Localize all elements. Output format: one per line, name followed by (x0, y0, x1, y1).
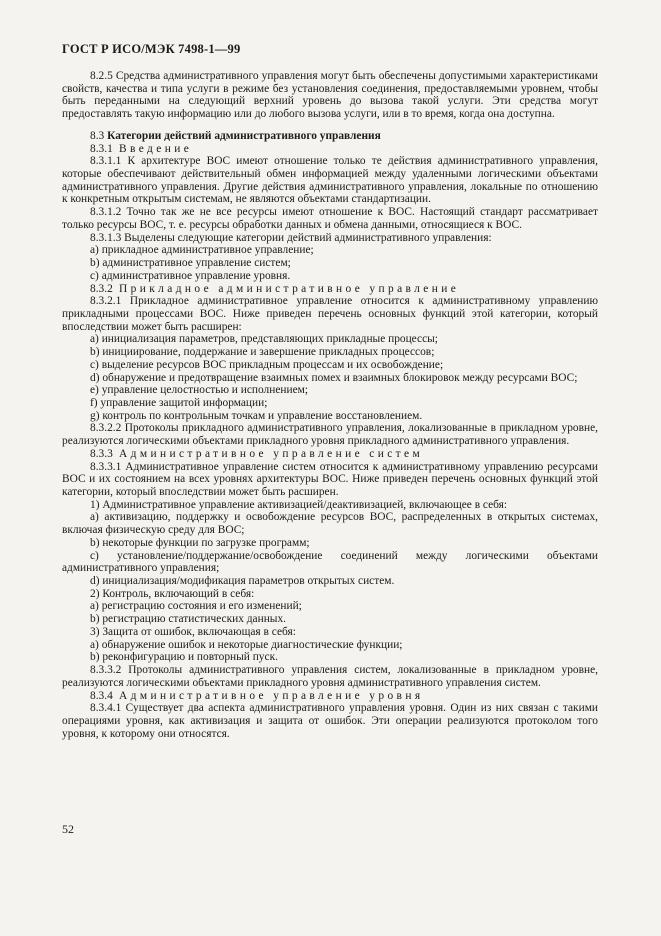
list-item: b) инициирование, поддержание и завершение прикладных процессов; (90, 346, 435, 359)
list-item: 1) Административное управление активизацией/деактивизацией, включающее в себя: (90, 498, 508, 511)
list-item: b) некоторые функции по загрузке программ; (90, 536, 310, 549)
list-item: b) реконфигурацию и повторный пуск. (90, 651, 278, 664)
list-item: 3) Защита от ошибок, включающая в себя: (90, 625, 296, 638)
page-number: 52 (62, 822, 74, 836)
list-item: a) прикладное административное управление; (90, 244, 314, 257)
list-item: c) установление/поддержание/освобождение соединений между логическими объектами административного управления; (62, 549, 598, 575)
list-item: c) выделение ресурсов ВОС прикладным процессам и их освобождение; (90, 358, 444, 371)
document-header: ГОСТ Р ИСО/МЭК 7498-1—99 (62, 42, 241, 56)
list-item: a) обнаружение ошибок и некоторые диагностические функции; (90, 638, 403, 651)
paragraph-8-3-1-1: 8.3.1.1 К архитектуре ВОС имеют отношение только те действия административного управления, которые обеспечивают действительный обмен информацией между удаленными логическими объектами административного управления. Другие действия административного управления, локальные по отношению к конкретным открытым системам, не являются объектами стандартизации. (62, 155, 598, 206)
paragraph-8-3-1-2: 8.3.1.2 Точно так же не все ресурсы имеют отношение к ВОС. Настоящий стандарт рассматривает только ресурсы ВОС, т. е. ресурсы обработки данных и обмена данными, относящиеся к ВОС. (62, 206, 598, 231)
section-heading-8-3-1: 8.3.1 Введение (90, 142, 193, 155)
section-heading-8-3-3: 8.3.3 Административное управление систем (90, 447, 424, 460)
list-item: g) контроль по контрольным точкам и управление восстановлением. (90, 409, 423, 422)
section-heading-8-3-4: 8.3.4 Административное управление уровня (90, 689, 424, 702)
list-item: d) инициализация/модификация параметров открытых систем. (90, 575, 395, 588)
list-item: e) управление целостностью и исполнением; (90, 384, 309, 397)
paragraph-8-3-2-2: 8.3.2.2 Протоколы прикладного административного управления, локализованные в прикладном уровне, реализуются логическими объектами прикладного уровня прикладного административного управления. (62, 422, 598, 448)
section-heading-8-3: 8.3 Категории действий административного управления (90, 129, 381, 142)
list-item: b) регистрацию статистических данных. (90, 613, 286, 626)
paragraph-8-3-4-1: 8.3.4.1 Существует два аспекта административного управления уровня. Один из них связан с такими операциями уровня, как активизация и защита от ошибок. Эти операции реализуются протоколом того уровня, к которому они относятся. (62, 702, 598, 740)
section-heading-8-3-2: 8.3.2 Прикладное административное управление (90, 282, 460, 295)
paragraph-8-3-3-2: 8.3.3.2 Протоколы административного управления систем, локализованные в прикладном уровне, реализуются логическими объектами прикладного уровня административного управления систем. (62, 664, 598, 689)
section-title-8-3-1: Введение (119, 142, 193, 155)
list-item: 2) Контроль, включающий в себя: (90, 587, 255, 600)
document-body (62, 70, 598, 740)
paragraph-8-3-2-1: 8.3.2.1 Прикладное административное управление относится к административному управлению прикладными процессами ВОС. Ниже приведен перечень основных функций этой категории, который впоследствии может быть расширен: (62, 295, 598, 333)
section-title-8-3-2: Прикладное административное управление (119, 282, 460, 295)
paragraph-8-3-3-1: 8.3.3.1 Административное управление систем относится к административному управлению ресурсами ВОС и их состоянием на всех уровнях архитектуры ВОС. Ниже приведен перечень основных функций этой категории, который впоследствии может быть расширен. (62, 460, 598, 498)
section-title-8-3-4: Административное управление уровня (119, 689, 424, 702)
list-item: a) регистрацию состояния и его изменений; (90, 600, 302, 613)
paragraph-8-2-5: 8.2.5 Средства административного управления могут быть обеспечены допустимыми характеристиками свойств, качества и типа услуги в режиме без установления соединения, предоставляемыми уровнем, чтобы быть переданными на следующий верхний уровень до вызова такой услуги. Эти средства могут предоставлять такую информацию или до любого вызова услуги, или в то время, когда она доступна. (62, 70, 598, 121)
list-item: b) административное управление систем; (90, 257, 291, 270)
paragraph-8-3-1-3: 8.3.1.3 Выделены следующие категории действий административного управления: (90, 231, 492, 244)
list-item: a) инициализация параметров, представляющих прикладные процессы; (90, 333, 438, 346)
list-item: d) обнаружение и предотвращение взаимных помех и взаимных блокировок между ресурсами ВОС; (90, 371, 578, 384)
section-title-8-3: Категории действий административного управления (107, 129, 381, 142)
list-item: a) активизацию, поддержку и освобождение ресурсов ВОС, распределенных в открытых системах, включая физическую среду для ВОС; (62, 511, 598, 537)
list-item: f) управление защитой информации; (90, 396, 268, 409)
section-title-8-3-3: Административное управление систем (119, 447, 424, 460)
list-item: c) административное управление уровня. (90, 269, 291, 282)
